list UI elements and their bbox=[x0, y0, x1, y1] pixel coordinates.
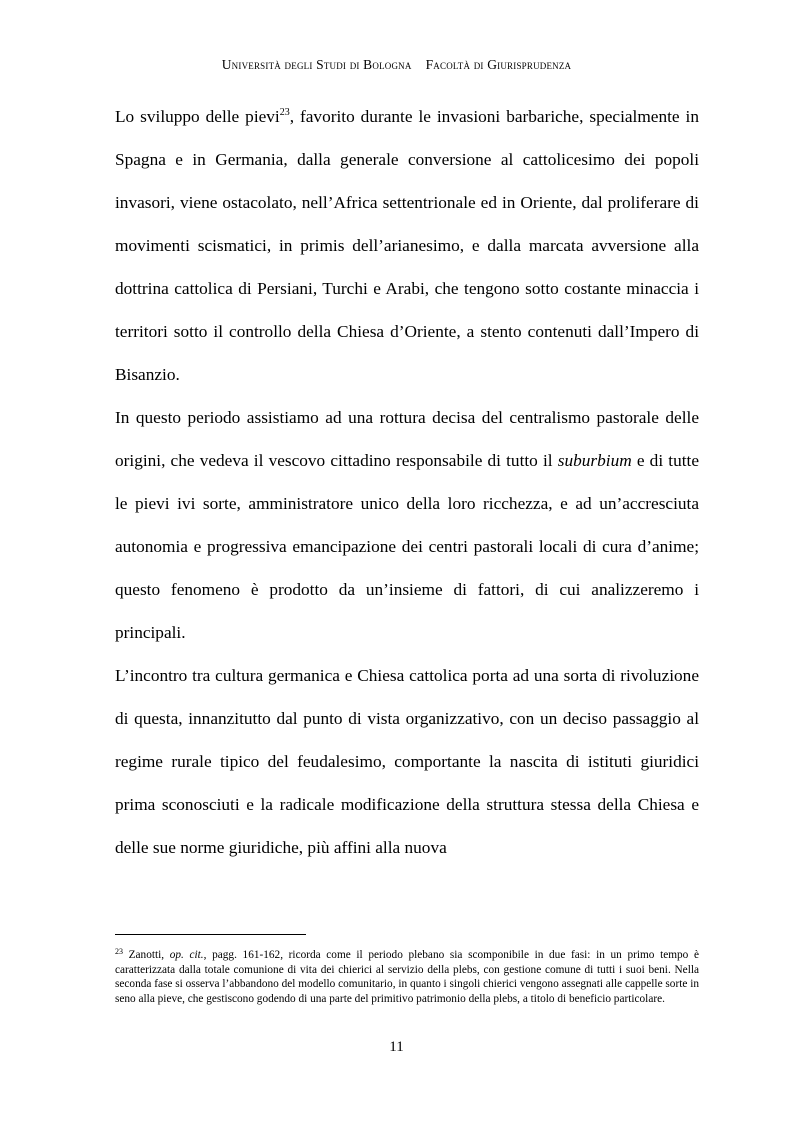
paragraph-3: L’incontro tra cultura germanica e Chiesa cattolica porta ad una sorta di rivoluzione di questa, innanzitutto dal punto di vista organizzativo, con un deciso passaggio al regime rurale tipico del feudalesimo, comportante la nascita di istituti giuridici prima sconosciuti e la radicale modificazione della struttura stessa della Chiesa e delle sue norme giuridiche, più affini alla nuova bbox=[115, 666, 699, 857]
footnote-italic: op. cit. bbox=[169, 949, 204, 961]
footnote-number: 23 bbox=[115, 947, 123, 956]
footnote: $^{23}$ Zanotti, op. cit., pagg. 161-162, ricorda come il periodo plebano sia scomponibile in due fasi: in un primo tempo è caratterizzata dalla totale comunione di vita dei chierici al servizio della plebs, con gestione comune di tutti i suoi beni. Nella seconda fase si osserva l’abbandono del modello comunitario, in quanto i singoli chierici vengono assegnati alle cappelle sorte in seno alla pieve, che gestiscono godendo di una parte del primitivo patrimonio della plebs, a titolo di beneficio particolare. bbox=[115, 947, 699, 1005]
page-header bbox=[0, 57, 793, 73]
header-faculty: Facoltà di Giurisprudenza bbox=[425, 57, 572, 72]
header-university: Università degli Studi di Bologna bbox=[221, 57, 412, 72]
page-number: 11 bbox=[389, 1039, 404, 1055]
paragraph-1: Lo sviluppo delle pievi$^{23}$, favorito durante le invasioni barbariche, specialmente in Spagna e in Germania, dalla generale conversione al cattolicesimo dei popoli invasori, viene ostacolato, nell’Africa settentrionale ed in Oriente, dal proliferare di movimenti scismatici, in primis dell’arianesimo, e dalla marcata avversione alla dottrina cattolica di Persiani, Turchi e Arabi, che tengono sotto costante minaccia i territori sotto il controllo della Chiesa d’Oriente, a stento contenuti dall’Impero di Bisanzio. bbox=[115, 107, 699, 384]
footnote-reference[interactable]: 23 bbox=[279, 107, 290, 118]
main-text bbox=[115, 95, 699, 869]
paragraph-2: In questo periodo assistiamo ad una rottura decisa del centralismo pastorale delle origini, che vedeva il vescovo cittadino responsabile di tutto il suburbium e di tutte le pievi ivi sorte, amministratore unico della loro ricchezza, e ad un’accresciuta autonomia e progressiva emancipazione dei centri pastorali locali di cura d’anime; questo fenomeno è prodotto da un’insieme di fattori, di cui analizzeremo i principali. bbox=[115, 408, 699, 642]
italic-term: suburbium bbox=[557, 451, 632, 470]
footnote-separator bbox=[115, 934, 306, 935]
